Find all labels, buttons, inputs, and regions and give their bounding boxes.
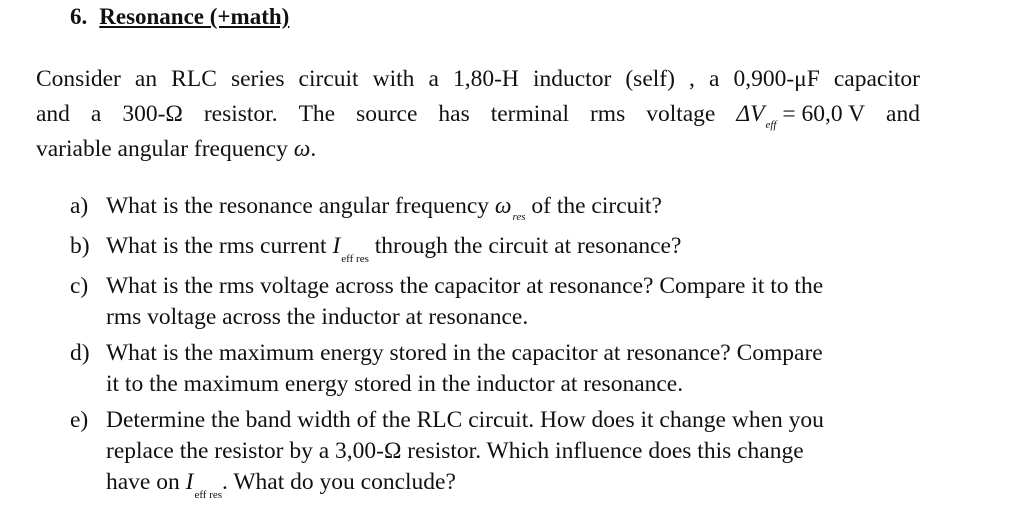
intro-word: , — [689, 66, 695, 92]
question-label: e) — [70, 407, 89, 433]
question-text: . What do you conclude? — [222, 469, 456, 495]
intro-word: terminal — [490, 101, 569, 127]
intro-word: a — [428, 66, 439, 92]
omega-symbol: ω — [494, 193, 512, 219]
current-symbol: I — [185, 469, 194, 495]
question-text: of the circuit? — [531, 193, 662, 219]
intro-line-3-end: . — [310, 136, 317, 162]
intro-line-3 — [36, 132, 920, 167]
question-line: Determine the band width of the RLC circuit. How does it change when you — [106, 407, 824, 433]
intro-word: a — [90, 101, 102, 127]
intro-word: resistor. — [203, 101, 278, 127]
problem-heading: Resonance (+math) — [99, 4, 290, 29]
intro-word: (self) — [625, 66, 675, 92]
question-line — [106, 191, 920, 226]
question-label: d) — [70, 340, 90, 366]
question-label: b) — [70, 233, 90, 259]
intro-word: 0,900-μF — [733, 66, 820, 92]
question-body — [106, 405, 920, 502]
question-body — [106, 271, 920, 333]
voltage-value: = 60,0 V — [776, 101, 866, 127]
current-symbol: I — [332, 233, 341, 259]
voltage-expression — [736, 97, 865, 132]
question-body — [106, 338, 920, 400]
subscript: eff res — [341, 253, 369, 265]
question-line: What is the rms voltage across the capacitor at resonance? Compare it to the — [106, 273, 824, 299]
intro-line-3-text: variable angular frequency — [36, 136, 288, 162]
problem-intro — [36, 62, 920, 167]
intro-word: RLC — [171, 66, 217, 92]
problem-title — [70, 4, 289, 30]
intro-word: The — [298, 101, 336, 127]
question-text: have on — [106, 469, 180, 495]
subscript: eff res — [194, 489, 223, 501]
intro-word: 1,80-H — [452, 66, 519, 92]
question-label: a) — [70, 193, 89, 219]
intro-word: and — [886, 101, 920, 127]
question-c — [70, 271, 920, 333]
question-line — [106, 467, 920, 502]
question-text: through the circuit at resonance? — [374, 233, 682, 259]
question-line: it to the maximum energy stored in the inductor at resonance. — [106, 371, 684, 397]
question-line: replace the resistor by a 3,00-Ω resistor. Which influence does this change — [106, 438, 804, 464]
voltage-symbol: ΔV — [736, 101, 765, 127]
problem-number: 6. — [70, 4, 88, 29]
question-d — [70, 338, 920, 400]
subscript: eff — [765, 119, 777, 131]
intro-line-2 — [36, 97, 920, 132]
question-text: What is the rms current — [106, 233, 327, 259]
intro-word: capacitor — [833, 66, 920, 92]
intro-word: with — [372, 66, 415, 92]
intro-word: Consider — [36, 66, 121, 92]
question-line: What is the maximum energy stored in the capacitor at resonance? Compare — [106, 340, 823, 366]
intro-word: an — [134, 66, 158, 92]
intro-word: a — [708, 66, 720, 92]
intro-word: rms — [589, 101, 626, 127]
intro-word: series — [230, 66, 285, 92]
question-line — [106, 231, 920, 266]
intro-word: source — [356, 101, 418, 127]
intro-word: 300-Ω — [122, 101, 183, 127]
question-b — [70, 231, 920, 266]
question-list — [70, 191, 920, 507]
intro-word: has — [438, 101, 470, 127]
question-body — [106, 231, 920, 266]
subscript: res — [512, 211, 526, 223]
intro-line-1 — [36, 62, 920, 97]
intro-word: inductor — [532, 66, 612, 92]
question-a — [70, 191, 920, 226]
intro-word: voltage — [646, 101, 716, 127]
question-e — [70, 405, 920, 502]
question-text: What is the resonance angular frequency — [106, 193, 489, 219]
question-body — [106, 191, 920, 226]
question-label: c) — [70, 273, 89, 299]
intro-word: and — [36, 101, 70, 127]
question-line: rms voltage across the inductor at resonance. — [106, 304, 529, 330]
omega-symbol: ω — [293, 136, 311, 162]
intro-word: circuit — [298, 66, 359, 92]
